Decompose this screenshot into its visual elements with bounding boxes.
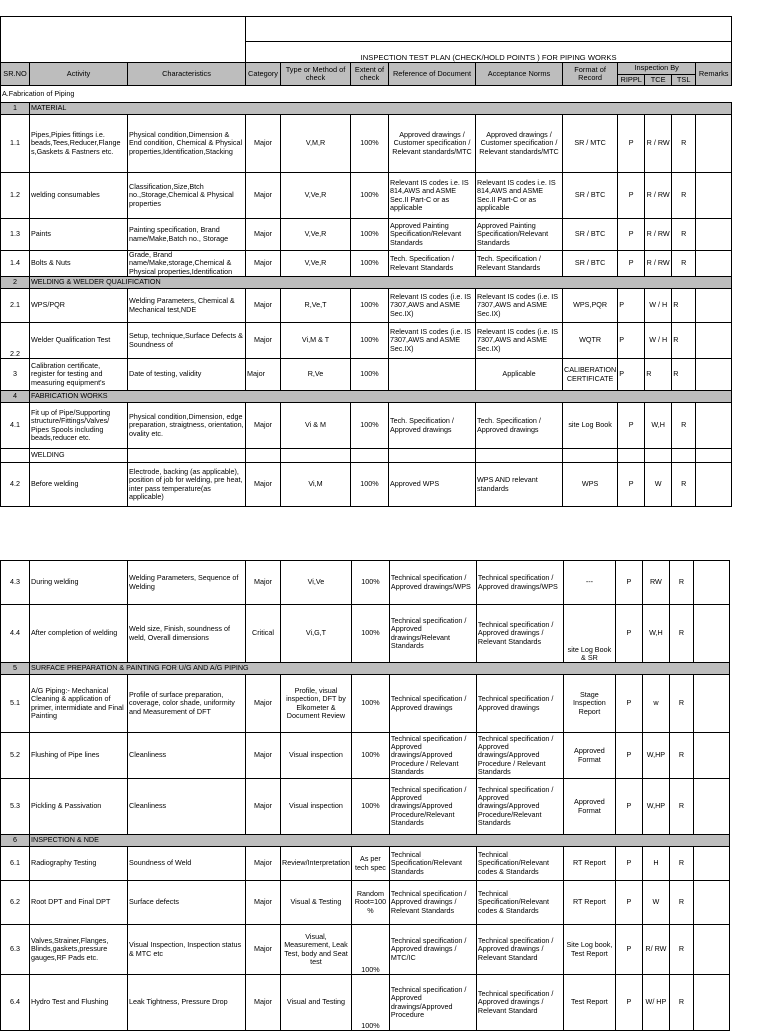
- cell-cat: Major: [246, 675, 281, 733]
- cell-cat: Major: [246, 323, 281, 359]
- cell-type: V,Ve,R: [281, 251, 351, 277]
- cell-char: Visual Inspection, Inspection status & MTC etc: [128, 925, 246, 975]
- cell-rippl: P: [618, 251, 645, 277]
- cell-cat: Major: [246, 463, 281, 507]
- cell-cat: Major: [246, 251, 281, 277]
- cell-acc: Technical specification / Approved drawings / Relevant Standards: [476, 605, 563, 663]
- cell-char: Soundness of Weld: [128, 847, 246, 881]
- header-inspection-by: Inspection By: [618, 63, 696, 75]
- cell-tsl: R: [672, 359, 696, 391]
- section-title: SURFACE PREPARATION & PAINTING FOR U/G AND A/G PIPING: [30, 663, 730, 675]
- cell-fmt: site Log Book & SR: [563, 605, 615, 663]
- cell-fmt: SR / BTC: [563, 173, 618, 219]
- header-tce: TCE: [645, 74, 672, 86]
- cell-tce: R / RW: [645, 219, 672, 251]
- cell-activity: Fit up of Pipe/Supporting structure/Fittings/Valves/ Pipes Spools including beads,reducer etc.: [30, 403, 128, 449]
- cell-activity: welding consumables: [30, 173, 128, 219]
- cell-type: Review/Interpretation: [281, 847, 352, 881]
- cell-remarks: [696, 403, 732, 449]
- cell-tsl: R: [672, 251, 696, 277]
- cell-ref: Technical specification / Approved drawings/Approved Procedure / Relevant Standards: [389, 733, 476, 779]
- cell-acc: Technical specification / Approved drawings: [476, 675, 563, 733]
- cell-activity: WPS/PQR: [30, 289, 128, 323]
- cell-activity: Welder Qualification Test: [30, 323, 128, 359]
- cell-tce: R/ RW: [642, 925, 669, 975]
- cell-no: 5.3: [1, 779, 30, 835]
- cell-char: Cleanliness: [128, 779, 246, 835]
- section-label: A.Fabrication of Piping: [1, 86, 732, 103]
- cell-fmt: WQTR: [563, 323, 618, 359]
- cell-tce: w: [642, 675, 669, 733]
- cell-type: R,Ve,T: [281, 289, 351, 323]
- cell-ref: Technical Specification/Relevant Standards: [389, 847, 476, 881]
- cell-acc: Technical Specification/Relevant codes & Standards: [476, 847, 563, 881]
- cell-activity: A/G Piping:- Mechanical Cleaning & application of primer, intermidiate and Final Painting: [30, 675, 128, 733]
- table-row: [1, 847, 730, 881]
- table-row: [1, 289, 732, 323]
- table-row: [1, 925, 730, 975]
- cell-activity: Paints: [30, 219, 128, 251]
- cell-no: 4.2: [1, 463, 30, 507]
- cell-rippl: P: [618, 359, 645, 391]
- cell-type: Vi,M: [281, 463, 351, 507]
- cell-cat: Critical: [246, 605, 281, 663]
- cell-tsl: R: [672, 323, 696, 359]
- cell-tce: R / RW: [645, 115, 672, 173]
- cell-tce: W / H: [645, 289, 672, 323]
- cell-type: Vi,M & T: [281, 323, 351, 359]
- cell-ref: Technical specification / Approved drawings/Approved Procedure: [389, 975, 476, 1031]
- cell-tsl: R: [669, 925, 693, 975]
- cell-fmt: Approved Format: [563, 779, 615, 835]
- cell-acc: Tech. Specification / Relevant Standards: [476, 251, 563, 277]
- cell-fmt: Test Report: [563, 975, 615, 1031]
- cell-ref: Technical specification / Approved drawings: [389, 675, 476, 733]
- cell-acc: Relevant IS codes (i.e. IS 7307,AWS and ASME Sec.IX): [476, 323, 563, 359]
- cell-ref: Approved WPS: [389, 463, 476, 507]
- itp-table-bottom: [0, 560, 730, 1031]
- cell-no: 6.1: [1, 847, 30, 881]
- cell-remarks: [693, 847, 729, 881]
- cell-rippl: P: [615, 605, 642, 663]
- cell-char: Welding Parameters, Sequence of Welding: [128, 561, 246, 605]
- cell-tsl: R: [672, 115, 696, 173]
- cell-rippl: P: [618, 403, 645, 449]
- cell-type: Vi & M: [281, 403, 351, 449]
- cell-fmt: Site Log book, Test Report: [563, 925, 615, 975]
- cell-no: 2.2: [1, 323, 30, 359]
- cell-cat: Major: [246, 561, 281, 605]
- header-extent: Extent of check: [351, 63, 389, 86]
- cell-ref: Technical specification / Approved drawings / Relevant Standards: [389, 881, 476, 925]
- cell-tce: W/ HP: [642, 975, 669, 1031]
- cell-acc: Technical specification / Approved drawings/Approved Procedure / Relevant Standards: [476, 733, 563, 779]
- cell-cat: Major: [246, 779, 281, 835]
- cell-remarks: [693, 675, 729, 733]
- section-title: MATERIAL: [30, 103, 732, 115]
- cell-tsl: R: [669, 881, 693, 925]
- cell-ref: Technical specification / Approved drawings / MTC/IC: [389, 925, 476, 975]
- cell-fmt: SR / BTC: [563, 219, 618, 251]
- cell-char: Electrode, backing (as applicable), position of job for welding, pre heat, inter pass temperature(as applicable): [128, 463, 246, 507]
- cell-activity: Pipes,Pipies fittings i.e. beads,Tees,Reducer,Flange s,Gaskets & Fastners etc.: [30, 115, 128, 173]
- table-row: [1, 605, 730, 663]
- cell-no: 3: [1, 359, 30, 391]
- cell-ext: 100%: [351, 289, 389, 323]
- cell-ext: 100%: [351, 359, 389, 391]
- cell-tce: W: [645, 463, 672, 507]
- cell-ext: As per tech spec: [351, 847, 389, 881]
- cell-char: Classification,Size,Btch no.,Storage,Chemical & Physical properties: [128, 173, 246, 219]
- cell-no: 1.4: [1, 251, 30, 277]
- cell-ext: 100%: [351, 779, 389, 835]
- cell-ext: 100%: [351, 463, 389, 507]
- header-tsl: TSL: [672, 74, 696, 86]
- cell-remarks: [693, 733, 729, 779]
- cell-remarks: [693, 561, 729, 605]
- header-type: Type or Method of check: [281, 63, 351, 86]
- table-row: [1, 403, 732, 449]
- cell-no: 6.3: [1, 925, 30, 975]
- cell-ext: 100%: [351, 115, 389, 173]
- cell-activity: Calibration certificate, register for testing and measuring equipment's: [30, 359, 128, 391]
- cell-tsl: R: [669, 779, 693, 835]
- cell-remarks: [693, 925, 729, 975]
- cell-rippl: P: [618, 115, 645, 173]
- table-row: [1, 975, 730, 1031]
- cell-char: Painting specification, Brand name/Make,Batch no., Storage: [128, 219, 246, 251]
- cell-char: Profile of surface preparation, coverage, color shade, uniformity and Measurement of DFT: [128, 675, 246, 733]
- cell-rippl: P: [618, 219, 645, 251]
- cell-ref: Approved drawings / Customer specification / Relevant standards/MTC: [389, 115, 476, 173]
- table-row: [1, 219, 732, 251]
- cell-char: Setup, technique,Surface Defects & Soundness of: [128, 323, 246, 359]
- cell-cat: Major: [246, 219, 281, 251]
- cell-remarks: [693, 975, 729, 1031]
- cell-ref: Technical specification / Approved drawings/WPS: [389, 561, 476, 605]
- cell-rippl: P: [615, 925, 642, 975]
- cell-activity: Pickling & Passivation: [30, 779, 128, 835]
- cell-ext: 100%: [351, 733, 389, 779]
- section-no: 6: [1, 835, 30, 847]
- cell-fmt: SR / MTC: [563, 115, 618, 173]
- table-row: [1, 359, 732, 391]
- cell-tce: W / H: [645, 323, 672, 359]
- section-no: 5: [1, 663, 30, 675]
- cell-fmt: RT Report: [563, 881, 615, 925]
- cell-activity: During welding: [30, 561, 128, 605]
- table-row: [1, 173, 732, 219]
- cell-type: Visual inspection: [281, 779, 352, 835]
- cell-acc: Technical Specification/Relevant codes & Standards: [476, 881, 563, 925]
- table-row: [1, 733, 730, 779]
- cell-no: 1.3: [1, 219, 30, 251]
- cell-char: Date of testing, validity: [128, 359, 246, 391]
- cell-fmt: Stage Inspection Report: [563, 675, 615, 733]
- cell-ext: Random Root=100 %: [351, 881, 389, 925]
- cell-ext: 100%: [351, 561, 389, 605]
- cell-fmt: RT Report: [563, 847, 615, 881]
- cell-fmt: CALIBERATION CERTIFICATE: [563, 359, 618, 391]
- cell-tsl: R: [669, 847, 693, 881]
- cell-rippl: P: [618, 289, 645, 323]
- cell-acc: Technical specification / Approved drawings / Relevant Standard: [476, 975, 563, 1031]
- cell-no: 5.1: [1, 675, 30, 733]
- cell-tsl: R: [672, 173, 696, 219]
- cell-tce: W,H: [645, 403, 672, 449]
- cell-rippl: P: [618, 463, 645, 507]
- cell-activity: Flushing of Pipe lines: [30, 733, 128, 779]
- cell-tce: R / RW: [645, 173, 672, 219]
- cell-cat: Major: [246, 173, 281, 219]
- cell-activity: After completion of welding: [30, 605, 128, 663]
- cell-type: Profile, visual inspection, DFT by Elkometer & Document Review: [281, 675, 352, 733]
- table-row: [1, 115, 732, 173]
- cell-remarks: [696, 173, 732, 219]
- cell-cat: Major: [246, 847, 281, 881]
- cell-ext: 100%: [351, 323, 389, 359]
- table-row: [1, 881, 730, 925]
- cell-acc: Approved drawings / Customer specification / Relevant standards/MTC: [476, 115, 563, 173]
- section-no: 1: [1, 103, 30, 115]
- cell-cat: Major: [246, 881, 281, 925]
- section-title: INSPECTION & NDE: [30, 835, 730, 847]
- cell-tsl: R: [672, 463, 696, 507]
- cell-remarks: [696, 115, 732, 173]
- cell-remarks: [693, 881, 729, 925]
- cell-tsl: R: [669, 675, 693, 733]
- cell-ext: 100%: [351, 675, 389, 733]
- cell-ext: 100%: [351, 219, 389, 251]
- cell-ext: 100%: [351, 975, 389, 1031]
- cell-no: 2.1: [1, 289, 30, 323]
- cell-remarks: [696, 359, 732, 391]
- cell-remarks: [693, 605, 729, 663]
- cell-tce: RW: [642, 561, 669, 605]
- cell-ext: 100%: [351, 403, 389, 449]
- cell-ref: Tech. Specification / Approved drawings: [389, 403, 476, 449]
- table-row: [1, 323, 732, 359]
- subsection-welding: WELDING: [30, 449, 128, 463]
- page-title: INSPECTION TEST PLAN (CHECK/HOLD POINTS ) FOR PIPING WORKS: [246, 42, 732, 63]
- cell-tce: W: [642, 881, 669, 925]
- cell-remarks: [696, 289, 732, 323]
- cell-type: V,Ve,R: [281, 173, 351, 219]
- cell-rippl: P: [615, 733, 642, 779]
- cell-type: Vi,Ve: [281, 561, 352, 605]
- cell-fmt: WPS: [563, 463, 618, 507]
- cell-rippl: P: [615, 561, 642, 605]
- cell-tce: W,H: [642, 605, 669, 663]
- cell-no: 6.2: [1, 881, 30, 925]
- cell-acc: Relevant IS codes (i.e. IS 7307,AWS and ASME Sec.IX): [476, 289, 563, 323]
- cell-ext: 100%: [351, 251, 389, 277]
- cell-tce: W,HP: [642, 779, 669, 835]
- cell-ref: Technical specification / Approved drawings/Relevant Standards: [389, 605, 476, 663]
- cell-char: Physical condition,Dimension, edge preparation, straigtness, orientation, ovality etc.: [128, 403, 246, 449]
- cell-acc: Technical specification / Approved drawings/Approved Procedure/Relevant Standards: [476, 779, 563, 835]
- cell-ref: Relevant IS codes (i.e. IS 7307,AWS and ASME Sec.IX): [389, 323, 476, 359]
- cell-tsl: R: [672, 403, 696, 449]
- cell-tsl: R: [669, 561, 693, 605]
- section-no: 2: [1, 277, 30, 289]
- cell-cat: Major: [246, 975, 281, 1031]
- cell-fmt: ---: [563, 561, 615, 605]
- cell-type: V,Ve,R: [281, 219, 351, 251]
- header-remarks: Remarks: [696, 63, 732, 86]
- cell-tce: R: [645, 359, 672, 391]
- cell-ref: Relevant IS codes i.e. IS 814,AWS and ASME Sec.II Part-C or as applicable: [389, 173, 476, 219]
- cell-no: 1.1: [1, 115, 30, 173]
- cell-tce: H: [642, 847, 669, 881]
- section-title: WELDING & WELDER QUALIFICATION: [30, 277, 732, 289]
- header-category: Category: [246, 63, 281, 86]
- cell-cat: Major: [246, 115, 281, 173]
- cell-acc: Applicable: [476, 359, 563, 391]
- cell-ref: Approved Painting Specification/Relevant Standards: [389, 219, 476, 251]
- table-row: [1, 779, 730, 835]
- cell-cat: Major: [246, 403, 281, 449]
- cell-tsl: R: [672, 219, 696, 251]
- cell-acc: Tech. Specification / Approved drawings: [476, 403, 563, 449]
- cell-activity: Before welding: [30, 463, 128, 507]
- header-activity: Activity: [30, 63, 128, 86]
- cell-activity: Bolts & Nuts: [30, 251, 128, 277]
- cell-char: Leak Tightness, Pressure Drop: [128, 975, 246, 1031]
- cell-type: Visual, Measurement, Leak Test, body and Seat test: [281, 925, 352, 975]
- cell-ext: 100%: [351, 605, 389, 663]
- cell-tsl: R: [669, 975, 693, 1031]
- cell-cat: Major: [246, 289, 281, 323]
- cell-rippl: P: [615, 779, 642, 835]
- cell-tsl: R: [672, 289, 696, 323]
- cell-remarks: [696, 219, 732, 251]
- cell-ref: Technical specification / Approved drawings/Approved Procedure/Relevant Standards: [389, 779, 476, 835]
- cell-type: Visual & Testing: [281, 881, 352, 925]
- cell-activity: Hydro Test and Flushing: [30, 975, 128, 1031]
- cell-tsl: R: [669, 605, 693, 663]
- cell-remarks: [693, 779, 729, 835]
- cell-cat: Major: [246, 925, 281, 975]
- header-format: Format of Record: [563, 63, 618, 86]
- cell-type: Visual inspection: [281, 733, 352, 779]
- cell-remarks: [696, 323, 732, 359]
- cell-acc: WPS AND relevant standards: [476, 463, 563, 507]
- cell-no: 1.2: [1, 173, 30, 219]
- table-row: [1, 463, 732, 507]
- cell-type: Visual and Testing: [281, 975, 352, 1031]
- cell-ref: [389, 359, 476, 391]
- cell-fmt: Approved Format: [563, 733, 615, 779]
- cell-ext: 100%: [351, 925, 389, 975]
- section-no: 4: [1, 391, 30, 403]
- table-row: [1, 251, 732, 277]
- cell-fmt: site Log Book: [563, 403, 618, 449]
- cell-no: 6.4: [1, 975, 30, 1031]
- table-row: [1, 675, 730, 733]
- table-row: [1, 561, 730, 605]
- cell-type: R,Ve: [281, 359, 351, 391]
- cell-acc: Technical specification / Approved drawings/WPS: [476, 561, 563, 605]
- cell-cat: Major: [246, 733, 281, 779]
- cell-char: Surface defects: [128, 881, 246, 925]
- header-rippl: RIPPL: [618, 74, 645, 86]
- cell-no: 4.1: [1, 403, 30, 449]
- header-reference: Reference of Document: [389, 63, 476, 86]
- cell-char: Cleanliness: [128, 733, 246, 779]
- cell-char: Grade, Brand name/Make,storage,Chemical & Physical properties,Identification: [128, 251, 246, 277]
- cell-fmt: SR / BTC: [563, 251, 618, 277]
- cell-acc: Technical specification / Approved drawings / Relevant Standard: [476, 925, 563, 975]
- header-characteristics: Characteristics: [128, 63, 246, 86]
- cell-activity: Root DPT and Final DPT: [30, 881, 128, 925]
- cell-rippl: P: [615, 675, 642, 733]
- cell-no: 4.4: [1, 605, 30, 663]
- cell-rippl: P: [615, 975, 642, 1031]
- cell-no: 4.3: [1, 561, 30, 605]
- cell-char: Physical condition,Dimension & End condition, Chemical & Physical properties,Identification,Stacking: [128, 115, 246, 173]
- cell-no: 5.2: [1, 733, 30, 779]
- cell-tsl: R: [669, 733, 693, 779]
- cell-activity: Radiography Testing: [30, 847, 128, 881]
- cell-rippl: P: [618, 323, 645, 359]
- cell-cat: Major: [246, 359, 281, 391]
- cell-acc: Relevant IS codes i.e. IS 814,AWS and ASME Sec.II Part-C or as applicable: [476, 173, 563, 219]
- cell-rippl: P: [615, 847, 642, 881]
- cell-rippl: P: [615, 881, 642, 925]
- cell-rippl: P: [618, 173, 645, 219]
- cell-fmt: WPS,PQR: [563, 289, 618, 323]
- cell-remarks: [696, 463, 732, 507]
- cell-ref: Relevant IS codes (i.e. IS 7307,AWS and ASME Sec.IX): [389, 289, 476, 323]
- itp-table-top: [0, 16, 732, 507]
- cell-type: Vi,G,T: [281, 605, 352, 663]
- cell-acc: Approved Painting Specification/Relevant Standards: [476, 219, 563, 251]
- cell-char: Weld size, Finish, soundness of weld, Overall dimensions: [128, 605, 246, 663]
- cell-char: Welding Parameters, Chemical & Mechanical test,NDE: [128, 289, 246, 323]
- cell-remarks: [696, 251, 732, 277]
- cell-ext: 100%: [351, 173, 389, 219]
- header-acceptance: Acceptance Norms: [476, 63, 563, 86]
- cell-ref: Tech. Specification / Relevant Standards: [389, 251, 476, 277]
- section-title: FABRICATION WORKS: [30, 391, 732, 403]
- cell-type: V,M,R: [281, 115, 351, 173]
- cell-tce: W,HP: [642, 733, 669, 779]
- cell-activity: Valves,Strainer,Flanges, Blinds,gaskets,pressure gauges,RF Pads etc.: [30, 925, 128, 975]
- cell-tce: R / RW: [645, 251, 672, 277]
- header-srno: SR.NO: [1, 63, 30, 86]
